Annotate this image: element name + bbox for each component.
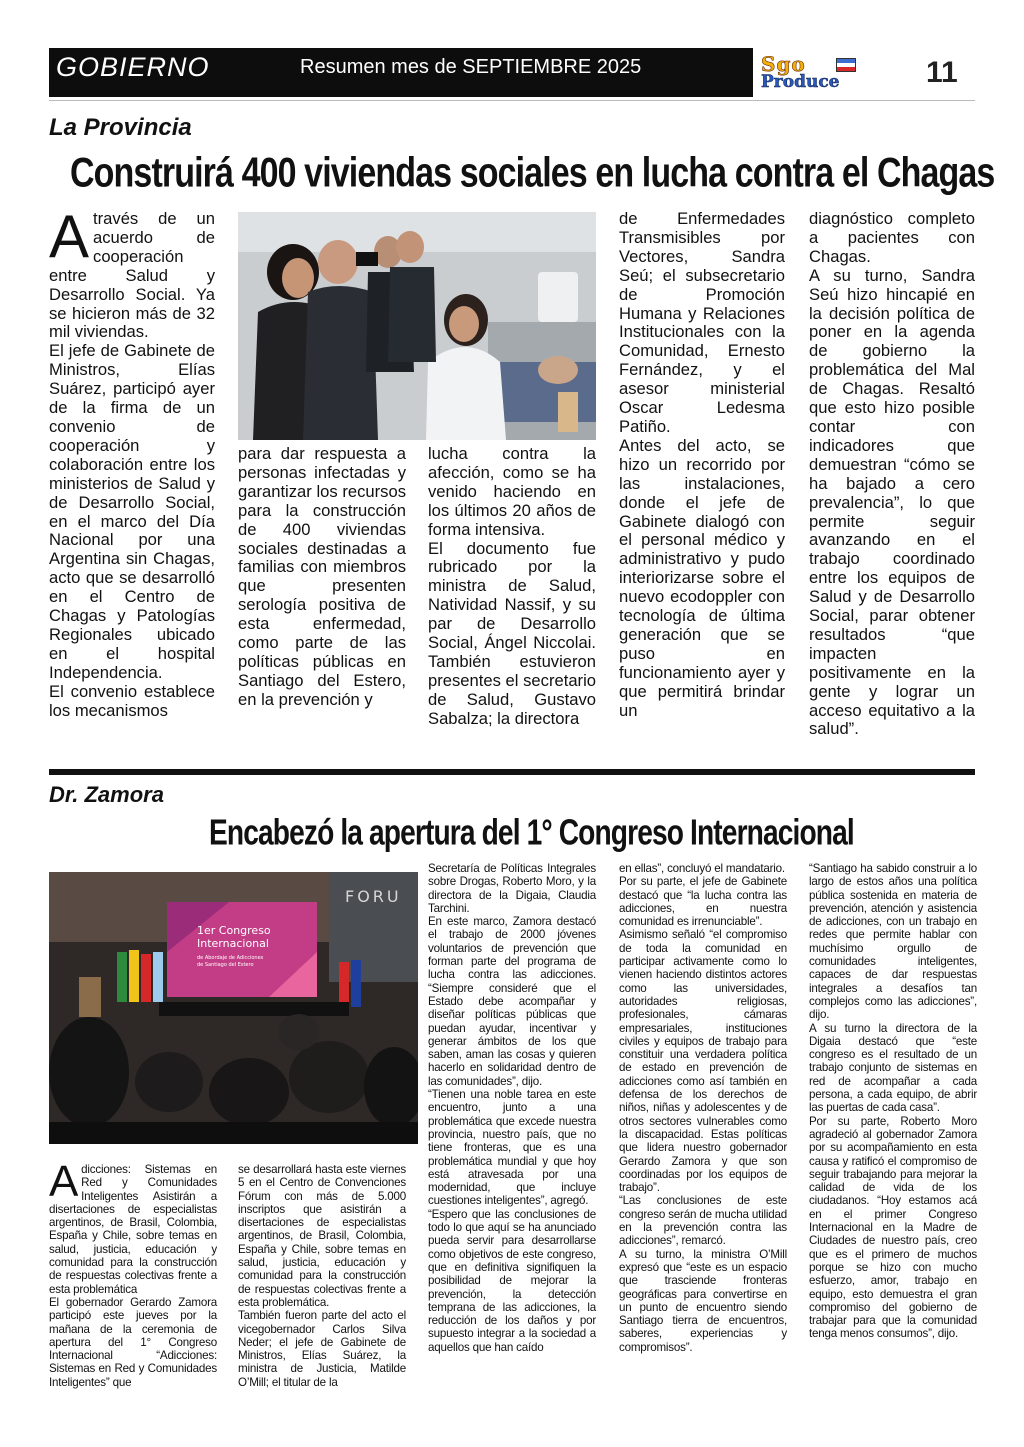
- screen-line-4: de Santiago del Estero: [197, 962, 254, 968]
- paragraph: Por su parte, el jefe de Gabinete destacó que “la lucha contra las adicciones, en nuestra comunidad es irrenunciable”.: [619, 875, 787, 929]
- article2-kicker: Dr. Zamora: [49, 782, 164, 807]
- article2-headline: Encabezó la apertura del 1° Congreso Internacional: [209, 812, 854, 853]
- paragraph: “Espero que las conclusiones de todo lo que aquí se ha anunciado pueda servir para desarrollarse como objetivos de este congreso, que en definitiva signifiquen la posibilidad de mejorar la prevención, la detección temprana de las adicciones, la reducción de los daños y por supuesto integrar a la sociedad a aquellos que han caído: [428, 1207, 596, 1354]
- paragraph: para dar respuesta a personas infectadas y garantizar los recursos para la construcción de 400 viviendas sociales destinadas a familias con miembros que presenten serología positiva de esta enfermedad, como parte de las políticas públicas en Santiago del Estero, en la prevención y: [238, 444, 406, 709]
- article1-photo: [238, 212, 596, 440]
- article1-column-1: [49, 203, 215, 720]
- article1-headline: Construirá 400 viviendas sociales en lucha contra el Chagas: [70, 150, 995, 197]
- paragraph: Asimismo señaló “el compromiso de toda la comunidad en participar activamente como lo vienen haciendo distintos actores como las universidades, autoridades religiosas, profesionales, cámaras empresariales, instituciones civiles y equipos de trabajo para constituir una verdadera política de estado en prevención de adicciones como así también en defensa de los derechos de niños, niñas y adolescentes y de otros sectores vulnerables como la discapacidad. Estas políticas que lidera nuestro gobernador Gerardo Zamora y que son coordinadas por los equipos de trabajo”.: [619, 928, 787, 1195]
- venue-sign: FORU: [345, 887, 402, 906]
- drop-cap: A: [49, 203, 90, 270]
- issue-summary: Resumen mes de SEPTIEMBRE 2025: [300, 56, 642, 78]
- article2-column-3: [428, 862, 596, 1354]
- photo-officials-visit-clinic: [238, 212, 596, 440]
- paragraph: Antes del acto, se hizo un recorrido por las instalaciones, donde el jefe de Gabinete dialogó con el personal médico y administrativo y pudo interiorizarse sobre el nuevo ecodoppler con tecnología de última generación que se puso en funcionamiento ayer y que permitirá brindar un: [619, 435, 785, 720]
- article1-column-4: [619, 210, 785, 720]
- article2-column-2: [238, 1163, 406, 1389]
- paragraph: A su turno la directora de la Digaia destacó que “este congreso es el resultado de un trabajo conjunto de sistemas en red de acompañar a cada persona, a cada equipo, de abrir las puertas de cada casa”.: [809, 1021, 977, 1115]
- paragraph: A su turno, Sandra Seú hizo hincapié en la decisión política de poner en la agenda de gobierno la problemática del Mal de Chagas. Resaltó que esto hizo posible contar con indicadores que demuestran “cómo se ha bajado a cero prevalencia”, lo que permite seguir avanzando en el trabajo coordinado entre los equipos de Salud y de Desarrollo Social, parar obtener resultados “que impacten positivamente en la gente y lograr un acceso equitativo a la salud”.: [809, 265, 975, 739]
- page-number: 11: [926, 56, 958, 89]
- paragraph: El jefe de Gabinete de Ministros, Elías Suárez, participó ayer de la firma de un convenio de cooperación y colaboración entre los ministerios de Salud y de Desarrollo Social, en el marco del Día Nacional por una Argentina sin Chagas, acto que se desarrolló en el Centro de Chagas y Patologías Regionales ubicado en el hospital Independencia.: [49, 341, 215, 682]
- sgo-produce-logo: [758, 52, 900, 94]
- paragraph: Por su parte, Roberto Moro agradeció al gobernador Zamora por su acompañamiento en esta causa y ratificó el compromiso de seguir trabajando para mejorar la calidad de vida de los ciudadanos. “Hoy estamos acá en el primer Congreso Internacional en la Madre de Ciudades de nuestro país, creo que es el primero de muchos porque se hizo con mucho esfuerzo, amor, trabajo en equipo, esto demuestra el gran compromiso del gobierno de trabajar para que la comunidad tenga menos consumos”, dijo.: [809, 1114, 977, 1341]
- drop-cap: A: [49, 1157, 79, 1206]
- section-label: GOBIERNO: [56, 52, 210, 82]
- paragraph: “Santiago ha sabido construir a lo largo de estos años una política pública sostenida en materia de prevención, atención y asistencia de adicciones, con un trabajo en redes que permite hablar con muchísimo orgullo de comunidades inteligentes, capaces de dar respuestas integrales a desafíos tan complejos como las adicciones”, dijo.: [809, 862, 977, 1022]
- paragraph: “Las conclusiones de este congreso serán de mucha utilidad en la prevención contra las adicciones”, remarcó.: [619, 1194, 787, 1248]
- article2-column-1: [49, 1157, 217, 1389]
- article2-column-4: [619, 862, 787, 1354]
- article2-photo: [49, 872, 418, 1144]
- logo-top-text: Sgo: [761, 52, 806, 76]
- logo-bottom-text: Produce: [761, 72, 840, 92]
- paragraph: lucha contra la afección, como se ha venido haciendo en los últimos 20 años de forma intensiva.: [428, 444, 596, 539]
- paragraph: en ellas”, concluyó el mandatario.: [619, 862, 785, 875]
- paragraph: se desarrollará hasta este viernes 5 en el Centro de Convenciones Fórum con más de 5.000 inscriptos que asistirán a disertaciones de especialistas argentinos, de Brasil, Colombia, España y Chile, sobre temas en salud, justicia, educación y comunidad para la construcción de respuestas colectivas frente a esta problemática.: [238, 1163, 406, 1309]
- article1-column-2: [238, 445, 406, 710]
- article1-column-3: [428, 445, 596, 729]
- screen-line-1: 1er Congreso: [197, 924, 271, 937]
- article2-column-5: [809, 862, 977, 1341]
- photo-congress-opening: [49, 872, 418, 1144]
- screen-line-3: de Abordaje de Adicciones: [197, 955, 264, 961]
- paragraph: En este marco, Zamora destacó el trabajo de 2000 jóvenes voluntarios de prevención que forman parte del programa de lucha contra las adicciones. “Siempre consideré que el Estado debe acompañar y diseñar políticas públicas que puedan ayudar, incentivar y generar ámbitos de los que saben, aman las cosas y quieren hacerlo en solidaridad dentro de las comunidades”, dijo.: [428, 915, 596, 1088]
- screen-line-2: Internacional: [197, 937, 269, 950]
- flag-icon: [836, 58, 856, 72]
- paragraph: través de un acuerdo de cooperación entre Salud y Desarrollo Social. Ya se hicieron más de 32 mil viviendas.: [49, 209, 215, 342]
- paragraph: También fueron parte del acto el vicegobernador Carlos Silva Neder; el jefe de Gabinete de Ministros, Elías Suárez, la ministra de Justicia, Matilde O’Mill; el titular de la: [238, 1309, 406, 1389]
- paragraph: El gobernador Gerardo Zamora participó este jueves por la mañana de la ceremonia de apertura del 1° Congreso Internacional “Adicciones: Sistemas en Red y Comunidades Inteligentes” que: [49, 1295, 217, 1389]
- paragraph: A su turno, la ministra O’Mill expresó que “este es un espacio que trasciende fronteras geográficas para convertirse en un punto de encuentro siendo Santiago tierra de encuentros, saberes, experiencias y compromisos”.: [619, 1247, 787, 1354]
- paragraph: dicciones: Sistemas en Red y Comunidades Inteligentes Asistirán a disertaciones de especialistas argentinos, de Brasil, Colombia, España y Chile, sobre temas en salud, justicia, educación y comunidad para la construcción de respuestas colectivas frente a esta problemática: [49, 1163, 217, 1296]
- header-rule: [49, 100, 975, 101]
- paragraph: “Tienen una noble tarea en este encuentro, junto a una problemática que excede nuestra provincia, nuestro país, que no tiene fronteras, que es una problemática mundial y que hoy está atravesada por una modernidad, que incluye cuestiones inteligentes”, agregó.: [428, 1088, 596, 1208]
- paragraph: diagnóstico completo a pacientes con Chagas.: [809, 209, 975, 266]
- article-divider: [49, 769, 975, 775]
- paragraph: El convenio establece los mecanismos: [49, 681, 215, 720]
- paragraph: de Enfermedades Transmisibles por Vectores, Sandra Seú; el subsecretario de Promoción Humana y Relaciones Institucionales con la Comunidad, Ernesto Fernández, y el asesor ministerial Oscar Ledesma Patiño.: [619, 209, 785, 436]
- article1-column-5: [809, 210, 975, 739]
- article1-kicker: La Provincia: [49, 114, 192, 141]
- paragraph: Secretaría de Políticas Integrales sobre Drogas, Roberto Moro, y la directora de la Digaia, Claudia Tarchini.: [428, 862, 596, 915]
- paragraph: El documento fue rubricado por la ministra de Salud, Natividad Nassif, y su par de Desarrollo Social, Ángel Niccolai. También estuvieron presentes el secretario de Salud, Gustavo Sabalza; la directora: [428, 538, 596, 728]
